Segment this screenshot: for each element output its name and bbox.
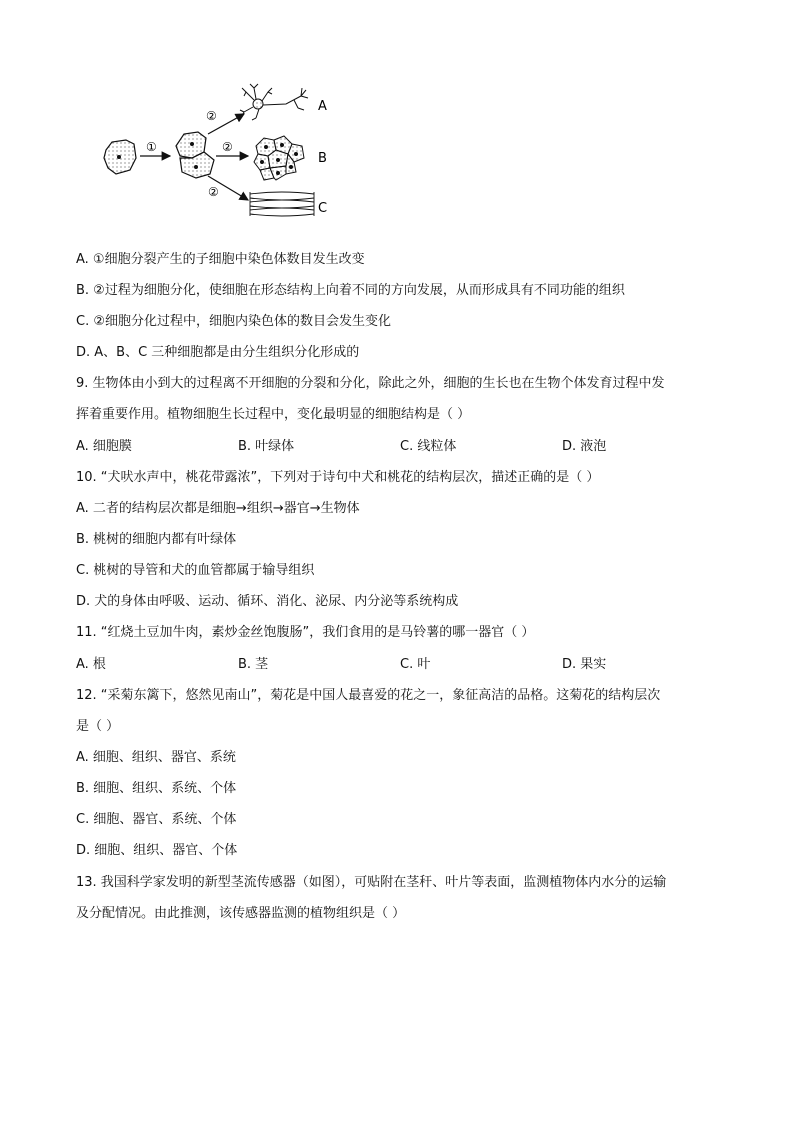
- divided-cells: [176, 132, 214, 178]
- muscle-fibers-c: [250, 192, 314, 216]
- q9-stem-line2: 挥着重要作用。植物细胞生长过程中，变化最明显的细胞结构是（ ）: [76, 407, 471, 422]
- q12-option-a: A. 细胞、组织、器官、系统: [76, 750, 236, 765]
- label-step2-c: ②: [208, 185, 219, 199]
- q10-option-a: A. 二者的结构层次都是细胞→组织→器官→生物体: [76, 501, 360, 516]
- label-a: A: [318, 99, 327, 114]
- q11-option-c: C. 叶: [400, 657, 431, 672]
- q9-option-b: B. 叶绿体: [238, 439, 295, 454]
- q10-option-d: D. 犬的身体由呼吸、运动、循环、消化、泌尿、内分泌等系统构成: [76, 594, 459, 609]
- q11-stem: 11. “红烧土豆加牛肉，素炒金丝饱腹肠”，我们食用的是马铃薯的哪一器官（ ）: [76, 625, 535, 640]
- q9-option-a: A. 细胞膜: [76, 439, 132, 454]
- q12-option-b: B. 细胞、组织、系统、个体: [76, 781, 237, 796]
- q11-option-b: B. 茎: [238, 657, 269, 672]
- q8-option-d: D. A、B、C 三种细胞都是由分生组织分化形成的: [76, 345, 360, 360]
- q9-options: [76, 438, 716, 456]
- q12-stem-line2: 是（ ）: [76, 719, 120, 734]
- q9-option-d: D. 液泡: [562, 439, 607, 454]
- q8-option-b: B. ②过程为细胞分化，使细胞在形态结构上向着不同的方向发展，从而形成具有不同功能的组织: [76, 283, 625, 298]
- q13-stem-line2: 及分配情况。由此推测，该传感器监测的植物组织是（ ）: [76, 906, 406, 921]
- label-step1: ①: [146, 140, 157, 154]
- cell-differentiation-figure: [96, 74, 356, 224]
- q11-options: [76, 656, 716, 674]
- q9-stem-line1: 9. 生物体由小到大的过程离不开细胞的分裂和分化，除此之外，细胞的生长也在生物个体发育过程中发: [76, 376, 665, 391]
- q8-option-a: A. ①细胞分裂产生的子细胞中染色体数目发生改变: [76, 252, 365, 267]
- q12-stem-line1: 12. “采菊东篱下，悠然见南山”，菊花是中国人最喜爱的花之一，象征高洁的品格。这菊花的结构层次: [76, 688, 661, 703]
- q10-stem: 10. “犬吠水声中，桃花带露浓”，下列对于诗句中犬和桃花的结构层次，描述正确的是（ ）: [76, 470, 600, 485]
- q9-option-c: C. 线粒体: [400, 439, 457, 454]
- label-c: C: [318, 201, 328, 216]
- q12-option-c: C. 细胞、器官、系统、个体: [76, 812, 237, 827]
- q10-option-b: B. 桃树的细胞内都有叶绿体: [76, 532, 237, 547]
- q11-option-d: D. 果实: [562, 657, 607, 672]
- label-b: B: [318, 151, 327, 166]
- label-step2-b: ②: [222, 140, 233, 154]
- neuron-cell-a: [240, 84, 308, 120]
- q10-option-c: C. 桃树的导管和犬的血管都属于输导组织: [76, 563, 315, 578]
- original-cell: [104, 140, 136, 174]
- label-step2-a: ②: [206, 109, 217, 123]
- epithelial-cells-b: [254, 136, 304, 180]
- q13-stem-line1: 13. 我国科学家发明的新型茎流传感器（如图），可贴附在茎秆、叶片等表面，监测植物体内水分的运输: [76, 875, 667, 890]
- q11-option-a: A. 根: [76, 657, 106, 672]
- q8-option-c: C. ②细胞分化过程中，细胞内染色体的数目会发生变化: [76, 314, 391, 329]
- q12-option-d: D. 细胞、组织、器官、个体: [76, 843, 238, 858]
